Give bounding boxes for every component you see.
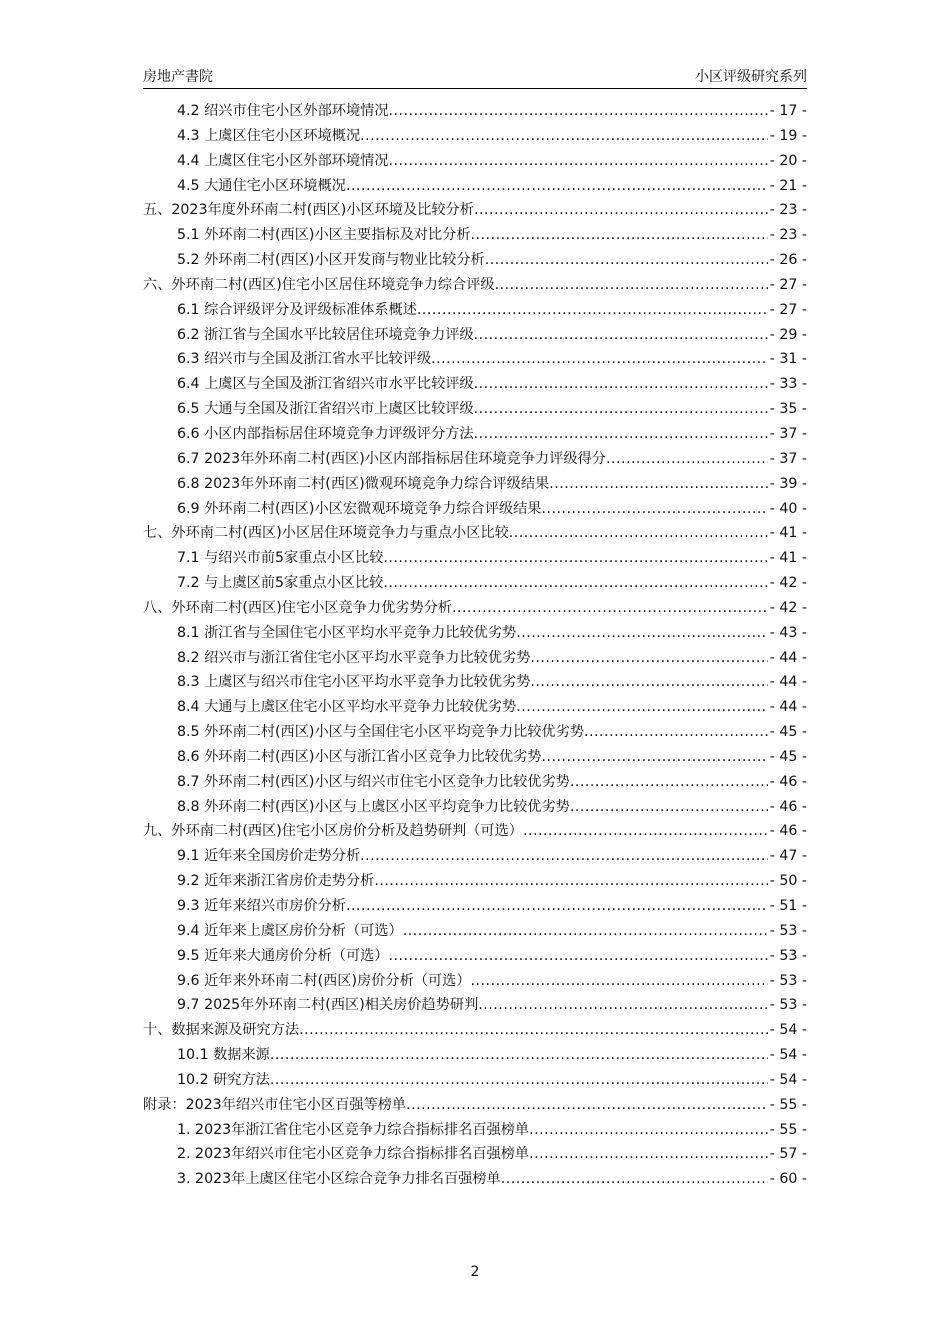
toc-section-entry[interactable]	[143, 894, 807, 919]
toc-section-entry[interactable]	[143, 1043, 807, 1068]
toc-dot-leader	[360, 844, 768, 869]
toc-dot-leader	[530, 670, 767, 695]
toc-dot-leader	[474, 397, 768, 422]
toc-entry-page: - 45 -	[769, 748, 807, 765]
toc-dot-leader	[389, 99, 768, 124]
toc-dot-leader	[431, 347, 768, 372]
toc-entry-page: - 21 -	[769, 177, 807, 194]
toc-dot-leader	[509, 521, 768, 546]
toc-entry-title: 6.4 上虞区与全国及浙江省绍兴市水平比较评级	[177, 376, 474, 393]
toc-section-entry[interactable]	[143, 993, 807, 1018]
toc-dot-leader	[584, 720, 768, 745]
toc-entry-page: - 53 -	[769, 997, 807, 1014]
toc-entry-title: 4.5 大通住宅小区环境概况	[177, 177, 346, 194]
toc-entry-page: - 37 -	[769, 425, 807, 442]
toc-entry-title: 1. 2023年浙江省住宅小区竞争力综合指标排名百强榜单	[177, 1121, 530, 1138]
toc-dot-leader	[346, 894, 768, 919]
toc-section-entry[interactable]	[143, 695, 807, 720]
toc-entry-title: 8.8 外环南二村(西区)小区与上虞区小区平均竞争力比较优劣势	[177, 798, 570, 815]
page-header	[143, 66, 807, 88]
toc-section-entry[interactable]	[143, 720, 807, 745]
toc-entry-page: - 37 -	[769, 450, 807, 467]
toc-dot-leader	[299, 1018, 768, 1043]
toc-chapter-entry[interactable]	[143, 198, 807, 223]
toc-entry-title: 九、外环南二村(西区)住宅小区房价分析及趋势研判（可选）	[143, 823, 523, 840]
toc-entry-page: - 46 -	[769, 773, 807, 790]
toc-entry-page: - 27 -	[769, 276, 807, 293]
toc-section-entry[interactable]	[143, 1167, 807, 1192]
toc-entry-page: - 45 -	[769, 724, 807, 741]
toc-entry-page: - 46 -	[769, 798, 807, 815]
table-of-contents	[143, 99, 807, 1192]
toc-entry-title: 9.4 近年来上虞区房价分析（可选）	[177, 922, 403, 939]
toc-dot-leader	[474, 422, 768, 447]
toc-section-entry[interactable]	[143, 497, 807, 522]
toc-dot-leader	[471, 969, 768, 994]
toc-section-entry[interactable]	[143, 149, 807, 174]
toc-entry-page: - 41 -	[769, 550, 807, 567]
toc-chapter-entry[interactable]	[143, 819, 807, 844]
toc-entry-page: - 53 -	[769, 922, 807, 939]
toc-entry-title: 9.1 近年来全国房价走势分析	[177, 848, 361, 865]
toc-dot-leader	[570, 795, 768, 820]
toc-section-entry[interactable]	[143, 298, 807, 323]
toc-entry-title: 6.9 外环南二村(西区)小区宏微观环境竞争力综合评级结果	[177, 500, 542, 517]
toc-entry-title: 6.2 浙江省与全国水平比较居住环境竞争力评级	[177, 326, 474, 343]
toc-entry-page: - 39 -	[769, 475, 807, 492]
toc-dot-leader	[374, 869, 767, 894]
toc-dot-leader	[389, 944, 768, 969]
toc-dot-leader	[403, 919, 768, 944]
toc-dot-leader	[474, 198, 768, 223]
toc-entry-page: - 54 -	[769, 1047, 807, 1064]
toc-entry-title: 9.6 近年来外环南二村(西区)房价分析（可选）	[177, 972, 471, 989]
toc-dot-leader	[495, 273, 768, 298]
toc-entry-title: 9.2 近年来浙江省房价走势分析	[177, 873, 375, 890]
toc-section-entry[interactable]	[143, 670, 807, 695]
toc-dot-leader	[501, 1167, 768, 1192]
toc-entry-title: 7.2 与上虞区前5家重点小区比较	[177, 575, 384, 592]
toc-entry-title: 六、外环南二村(西区)住宅小区居住环境竞争力综合评级	[143, 276, 495, 293]
toc-section-entry[interactable]	[143, 248, 807, 273]
toc-dot-leader	[383, 571, 767, 596]
toc-section-entry[interactable]	[143, 969, 807, 994]
toc-entry-title: 7.1 与绍兴市前5家重点小区比较	[177, 550, 384, 567]
toc-entry-page: - 53 -	[769, 947, 807, 964]
toc-entry-page: - 51 -	[769, 898, 807, 914]
toc-section-entry[interactable]	[143, 571, 807, 596]
toc-entry-title: 6.5 大通与全国及浙江省绍兴市上虞区比较评级	[177, 401, 474, 418]
toc-entry-title: 4.2 绍兴市住宅小区外部环境情况	[177, 103, 389, 119]
toc-entry-page: - 57 -	[769, 1146, 807, 1163]
toc-chapter-entry[interactable]	[143, 1018, 807, 1043]
toc-entry-title: 10.2 研究方法	[177, 1071, 270, 1088]
toc-section-entry[interactable]	[143, 646, 807, 671]
toc-dot-leader	[346, 174, 768, 199]
toc-section-entry[interactable]	[143, 372, 807, 397]
toc-dot-leader	[516, 621, 767, 646]
toc-dot-leader	[406, 1093, 768, 1118]
toc-entry-page: - 23 -	[769, 227, 807, 244]
toc-entry-page: - 44 -	[769, 674, 807, 691]
toc-entry-page: - 42 -	[769, 575, 807, 592]
toc-dot-leader	[383, 546, 767, 571]
toc-section-entry[interactable]	[143, 1118, 807, 1143]
toc-entry-page: - 50 -	[769, 873, 807, 890]
toc-dot-leader	[474, 323, 768, 348]
toc-entry-title: 9.3 近年来绍兴市房价分析	[177, 898, 346, 914]
toc-entry-title: 4.3 上虞区住宅小区环境概况	[177, 127, 361, 144]
toc-entry-page: - 23 -	[769, 202, 807, 219]
toc-dot-leader	[471, 223, 768, 248]
toc-dot-leader	[529, 1142, 768, 1167]
toc-entry-title: 8.6 外环南二村(西区)小区与浙江省小区竞争力比较优劣势	[177, 748, 542, 765]
toc-entry-page: - 33 -	[769, 376, 807, 393]
toc-dot-leader	[549, 472, 767, 497]
toc-section-entry[interactable]	[143, 1068, 807, 1093]
toc-entry-title: 十、数据来源及研究方法	[143, 1022, 300, 1039]
toc-entry-title: 3. 2023年上虞区住宅小区综合竞争力排名百强榜单	[177, 1171, 501, 1188]
toc-entry-page: - 26 -	[769, 252, 807, 269]
toc-section-entry[interactable]	[143, 174, 807, 199]
toc-dot-leader	[516, 695, 767, 720]
toc-entry-title: 附录：2023年绍兴市住宅小区百强等榜单	[143, 1096, 407, 1113]
toc-dot-leader	[270, 1068, 768, 1093]
header-publisher: 房地产書院	[143, 69, 213, 85]
toc-entry-title: 8.7 外环南二村(西区)小区与绍兴市住宅小区竞争力比较优劣势	[177, 773, 570, 790]
toc-dot-leader	[485, 248, 768, 273]
toc-section-entry[interactable]	[143, 1142, 807, 1167]
toc-dot-leader	[606, 447, 768, 472]
toc-entry-title: 6.8 2023年外环南二村(西区)微观环境竞争力综合评级结果	[177, 475, 550, 492]
toc-dot-leader	[530, 646, 767, 671]
toc-entry-title: 八、外环南二村(西区)住宅小区竞争力优劣势分析	[143, 599, 453, 616]
header-series-title: 小区评级研究系列	[695, 69, 807, 85]
toc-entry-page: - 31 -	[769, 351, 807, 368]
toc-entry-page: - 55 -	[769, 1096, 807, 1113]
toc-dot-leader	[523, 819, 768, 844]
toc-dot-leader	[541, 497, 767, 522]
toc-entry-page: - 46 -	[769, 823, 807, 840]
toc-dot-leader	[360, 124, 768, 149]
toc-section-entry[interactable]	[143, 347, 807, 372]
toc-entry-title: 8.1 浙江省与全国住宅小区平均水平竞争力比较优劣势	[177, 624, 517, 641]
toc-entry-title: 8.2 绍兴市与浙江省住宅小区平均水平竞争力比较优劣势	[177, 649, 531, 666]
toc-section-entry[interactable]	[143, 869, 807, 894]
toc-dot-leader	[389, 149, 768, 174]
toc-dot-leader	[452, 596, 768, 621]
toc-chapter-entry[interactable]	[143, 273, 807, 298]
toc-entry-page: - 43 -	[769, 624, 807, 641]
toc-chapter-entry[interactable]	[143, 1093, 807, 1118]
toc-entry-title: 6.1 综合评级评分及评级标准体系概述	[177, 301, 417, 318]
toc-section-entry[interactable]	[143, 99, 807, 124]
toc-entry-page: - 29 -	[769, 326, 807, 343]
toc-entry-title: 8.3 上虞区与绍兴市住宅小区平均水平竞争力比较优劣势	[177, 674, 531, 691]
toc-entry-title: 4.4 上虞区住宅小区外部环境情况	[177, 152, 389, 169]
toc-dot-leader	[478, 993, 767, 1018]
toc-dot-leader	[570, 770, 768, 795]
toc-section-entry[interactable]	[143, 422, 807, 447]
toc-section-entry[interactable]	[143, 770, 807, 795]
toc-section-entry[interactable]	[143, 944, 807, 969]
toc-dot-leader	[529, 1118, 768, 1143]
toc-section-entry[interactable]	[143, 447, 807, 472]
toc-entry-title: 9.5 近年来大通房价分析（可选）	[177, 947, 389, 964]
toc-section-entry[interactable]	[143, 223, 807, 248]
toc-entry-page: - 54 -	[769, 1071, 807, 1088]
toc-entry-title: 5.1 外环南二村(西区)小区主要指标及对比分析	[177, 227, 471, 244]
toc-section-entry[interactable]	[143, 745, 807, 770]
toc-entry-title: 9.7 2025年外环南二村(西区)相关房价趋势研判	[177, 997, 479, 1014]
toc-section-entry[interactable]	[143, 323, 807, 348]
toc-entry-title: 8.4 大通与上虞区住宅小区平均水平竞争力比较优劣势	[177, 699, 517, 716]
toc-section-entry[interactable]	[143, 919, 807, 944]
toc-entry-page: - 55 -	[769, 1121, 807, 1138]
toc-chapter-entry[interactable]	[143, 596, 807, 621]
toc-dot-leader	[474, 372, 768, 397]
toc-dot-leader	[270, 1043, 768, 1068]
toc-entry-page: - 44 -	[769, 649, 807, 666]
toc-entry-title: 8.5 外环南二村(西区)小区与全国住宅小区平均竞争力比较优劣势	[177, 724, 585, 741]
toc-entry-page: - 19 -	[769, 127, 807, 144]
toc-entry-page: - 44 -	[769, 699, 807, 716]
toc-entry-page: - 53 -	[769, 972, 807, 989]
toc-entry-title: 6.7 2023年外环南二村(西区)小区内部指标居住环境竞争力评级得分	[177, 450, 606, 467]
toc-entry-title: 6.3 绍兴市与全国及浙江省水平比较评级	[177, 351, 432, 368]
toc-entry-title: 2. 2023年绍兴市住宅小区竞争力综合指标排名百强榜单	[177, 1146, 530, 1163]
toc-entry-title: 10.1 数据来源	[177, 1047, 270, 1064]
toc-entry-title: 五、2023年度外环南二村(西区)小区环境及比较分析	[143, 202, 474, 219]
toc-section-entry[interactable]	[143, 124, 807, 149]
toc-dot-leader	[541, 745, 767, 770]
toc-entry-page: - 17 -	[769, 103, 807, 119]
toc-entry-page: - 40 -	[769, 500, 807, 517]
toc-entry-page: - 47 -	[769, 848, 807, 865]
toc-section-entry[interactable]	[143, 397, 807, 422]
toc-entry-title: 6.6 小区内部指标居住环境竞争力评级评分方法	[177, 425, 474, 442]
toc-entry-page: - 42 -	[769, 599, 807, 616]
toc-section-entry[interactable]	[143, 795, 807, 820]
toc-entry-title: 5.2 外环南二村(西区)小区开发商与物业比较分析	[177, 252, 485, 269]
toc-entry-page: - 35 -	[769, 401, 807, 418]
toc-entry-page: - 60 -	[769, 1171, 807, 1188]
toc-section-entry[interactable]	[143, 621, 807, 646]
toc-chapter-entry[interactable]	[143, 521, 807, 546]
toc-dot-leader	[417, 298, 768, 323]
toc-entry-page: - 20 -	[769, 152, 807, 169]
toc-entry-page: - 41 -	[769, 525, 807, 542]
header-divider	[143, 88, 807, 89]
toc-section-entry[interactable]	[143, 844, 807, 869]
toc-entry-page: - 27 -	[769, 301, 807, 318]
toc-section-entry[interactable]	[143, 546, 807, 571]
toc-entry-title: 七、外环南二村(西区)小区居住环境竞争力与重点小区比较	[143, 525, 509, 542]
toc-entry-page: - 54 -	[769, 1022, 807, 1039]
toc-section-entry[interactable]	[143, 472, 807, 497]
page-number: 2	[470, 1264, 480, 1280]
